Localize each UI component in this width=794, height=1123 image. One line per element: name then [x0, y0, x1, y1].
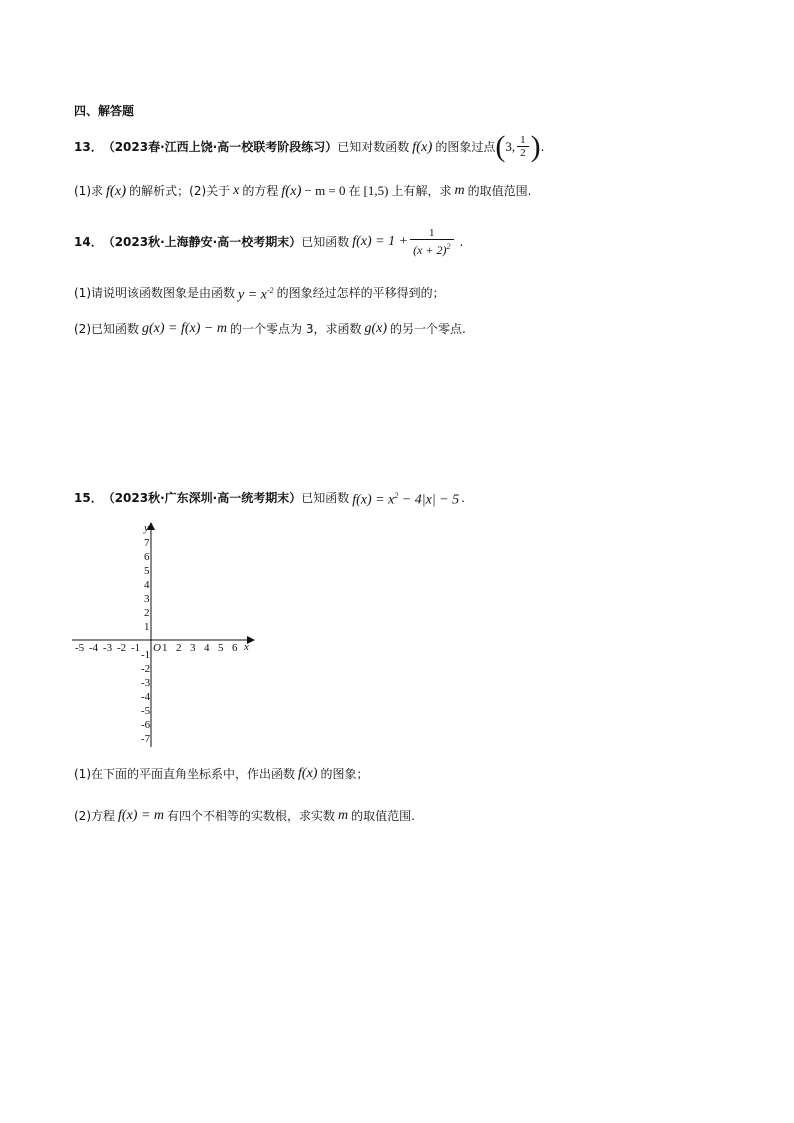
q13-fx: f(x)	[412, 138, 433, 155]
q13-p2-text2: 的方程	[242, 184, 279, 198]
q15-part1	[74, 764, 368, 784]
q13-point-num: 1	[520, 134, 526, 146]
q14-number: 14．	[74, 235, 103, 249]
q13-number: 13．	[74, 140, 103, 154]
q13-p2-text4: 上有解，求	[391, 184, 452, 198]
x-tick-label: -2	[117, 642, 127, 654]
q13-stem-b: 的图象过点	[435, 140, 496, 154]
y-tick-label: 1	[144, 621, 150, 633]
q13-point-lparen: (	[495, 130, 506, 163]
section-title: 四、解答题	[74, 104, 135, 118]
x-tick-label: -3	[103, 642, 113, 654]
y-tick-label: -3	[141, 677, 151, 689]
q13-point-x: 3,	[505, 139, 516, 154]
q13-p1-label: (1)	[74, 184, 91, 198]
q13-p2-text: 关于	[206, 184, 231, 198]
y-tick-label: 2	[144, 607, 150, 619]
q13-p2-fx: f(x)	[281, 182, 302, 199]
x-tick-label: 5	[218, 642, 224, 654]
x-tick-label: 4	[204, 642, 210, 654]
q15-p1-label: (1)	[74, 767, 91, 781]
q13-p1-text: 求	[91, 184, 104, 198]
coordinate-axes	[60, 515, 270, 750]
q14-p2-text3: 的另一个零点.	[390, 322, 466, 336]
q13-stem-a: 已知对数函数	[337, 140, 410, 154]
y-tick-label: -2	[141, 663, 151, 675]
q15-p2-text3: 的取值范围.	[351, 809, 415, 823]
x-tick-label: 1	[162, 642, 168, 654]
q13-stem	[74, 132, 544, 162]
y-tick-label: 3	[144, 593, 150, 605]
q13-p2-x: x	[233, 183, 240, 198]
q15-source: （2023秋·广东深圳·高一统考期末）	[102, 491, 302, 505]
q15-p2-label: (2)	[74, 809, 91, 823]
q14-part2	[74, 319, 466, 339]
q14-p2-def: g(x) = f(x) − m	[142, 321, 227, 336]
q15-p2-text: 方程	[91, 809, 116, 823]
q14-stem-text: 已知函数	[301, 235, 350, 249]
q14-p2-text: 已知函数	[91, 322, 140, 336]
q13-parts	[74, 181, 531, 201]
q15-p2-text2: 有四个不相等的实数根，求实数	[167, 809, 336, 823]
x-axis-label: x	[244, 641, 249, 653]
q13-source: （2023春·江西上饶·高一校联考阶段练习）	[102, 140, 338, 154]
q14-source: （2023秋·上海静安·高一校考期末）	[102, 235, 302, 249]
q15-p2-m: m	[338, 808, 349, 823]
q14-frac-num: 1	[429, 227, 435, 239]
q15-stem-end: .	[461, 491, 465, 505]
q13-p2-m: m	[454, 183, 465, 198]
x-tick-label: 3	[190, 642, 196, 654]
x-tick-label: 2	[176, 642, 182, 654]
q14-fraction	[410, 227, 453, 257]
x-tick-label: 6	[232, 642, 238, 654]
q14-p1-label: (1)	[74, 286, 91, 300]
x-tick-label: -4	[89, 642, 99, 654]
q13-p2-eq: − m = 0	[304, 183, 346, 198]
q14-stem	[74, 222, 463, 262]
q15-number: 15．	[74, 491, 103, 505]
q14-frac-den: $(x + 2)^2$	[410, 239, 453, 257]
q14-p2-g: g(x)	[364, 321, 387, 336]
q15-part2	[74, 806, 415, 826]
y-tick-label: -4	[141, 691, 151, 703]
y-tick-label: 4	[144, 579, 150, 591]
q15-stem-text: 已知函数	[301, 491, 350, 505]
y-tick-label: 5	[144, 565, 150, 577]
q14-formula-lhs: f(x) = 1 +	[352, 234, 409, 249]
x-tick-label: -5	[75, 642, 85, 654]
q14-p2-text2: 的一个零点为 3，求函数	[230, 322, 362, 336]
y-tick-label: -1	[141, 649, 151, 661]
q13-p2-text5: 的取值范围.	[467, 184, 532, 198]
y-tick-label: 6	[144, 551, 150, 563]
q13-point-den: 2	[517, 146, 529, 160]
origin-label: O	[153, 642, 161, 654]
x-tick-label: -1	[131, 642, 141, 654]
q13-point-rparen: )	[530, 130, 541, 163]
q13-p2-label: (2)	[189, 184, 207, 198]
q15-p2-eq: f(x) = m	[118, 808, 165, 823]
q15-p1-text2: 的图象；	[320, 767, 369, 781]
q14-p1-func: $y = x^{-2}$	[238, 285, 274, 303]
q13-p1-fx: f(x)	[106, 182, 127, 199]
q14-p2-label: (2)	[74, 322, 91, 336]
q15-formula: $f(x) = x^2 - 4|x| - 5$	[352, 490, 460, 508]
q14-p1-text2: 的图象经过怎样的平移得到的；	[276, 286, 445, 300]
y-axis-label: y	[144, 522, 149, 534]
y-tick-label: 7	[144, 537, 150, 549]
q14-p1-text: 请说明该函数图象是由函数	[91, 286, 236, 300]
q15-p1-text: 在下面的平面直角坐标系中，作出函数	[91, 767, 296, 781]
q13-p2-text3: 在	[348, 184, 361, 198]
q14-part1	[74, 283, 445, 303]
q15-p1-f: f(x)	[298, 766, 318, 781]
q13-p1-text2: 的解析式；	[129, 184, 190, 198]
y-tick-label: -5	[141, 705, 151, 717]
q13-p2-interval: [1,5)	[363, 183, 389, 198]
q13-point-fraction	[517, 134, 529, 160]
y-tick-label: -6	[141, 719, 151, 731]
y-tick-label: -7	[141, 733, 151, 745]
q14-stem-end: .	[459, 235, 464, 249]
q15-stem	[74, 488, 465, 508]
q13-stem-end: .	[540, 140, 545, 154]
